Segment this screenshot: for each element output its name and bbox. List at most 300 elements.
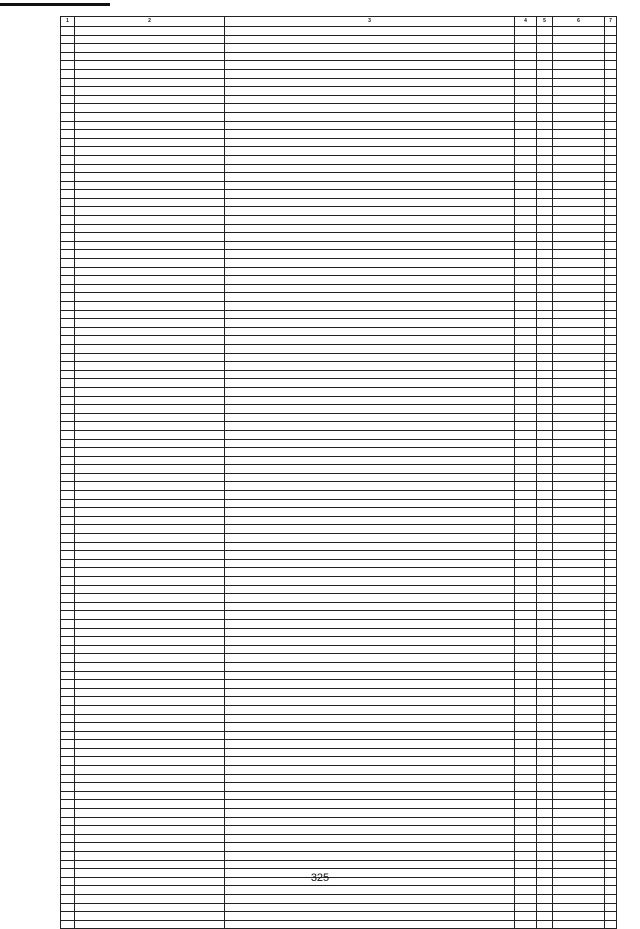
table-row	[61, 774, 617, 783]
table-cell	[553, 121, 605, 130]
table-cell	[537, 370, 553, 379]
table-cell	[515, 465, 537, 474]
table-cell	[61, 499, 75, 508]
header-col-4: 4	[515, 17, 537, 27]
header-col-7: 7	[605, 17, 617, 27]
table-cell	[515, 534, 537, 543]
table-cell	[605, 654, 617, 663]
table-cell	[75, 267, 225, 276]
table-cell	[75, 147, 225, 156]
table-cell	[515, 87, 537, 96]
table-cell	[225, 78, 515, 87]
table-cell	[553, 912, 605, 921]
table-cell	[225, 559, 515, 568]
table-cell	[225, 448, 515, 457]
table-cell	[553, 69, 605, 78]
table-cell	[61, 852, 75, 861]
table-cell	[515, 491, 537, 500]
table-cell	[605, 302, 617, 311]
table-cell	[225, 499, 515, 508]
table-cell	[553, 852, 605, 861]
table-cell	[225, 95, 515, 104]
table-cell	[61, 396, 75, 405]
table-cell	[225, 826, 515, 835]
table-cell	[61, 224, 75, 233]
table-cell	[515, 602, 537, 611]
table-cell	[515, 748, 537, 757]
table-cell	[553, 353, 605, 362]
table-cell	[515, 130, 537, 139]
table-cell	[75, 362, 225, 371]
table-cell	[537, 783, 553, 792]
table-cell	[75, 164, 225, 173]
table-cell	[75, 465, 225, 474]
table-cell	[537, 448, 553, 457]
table-cell	[75, 456, 225, 465]
table-cell	[537, 482, 553, 491]
table-cell	[553, 370, 605, 379]
table-cell	[553, 920, 605, 929]
table-cell	[605, 791, 617, 800]
table-cell	[75, 310, 225, 319]
table-cell	[225, 783, 515, 792]
table-cell	[225, 353, 515, 362]
table-cell	[75, 448, 225, 457]
table-row	[61, 654, 617, 663]
table-cell	[515, 27, 537, 36]
table-cell	[515, 379, 537, 388]
table-row	[61, 482, 617, 491]
table-cell	[553, 362, 605, 371]
table-cell	[225, 147, 515, 156]
table-cell	[61, 130, 75, 139]
table-cell	[515, 886, 537, 895]
table-cell	[605, 482, 617, 491]
table-row	[61, 697, 617, 706]
table-cell	[605, 95, 617, 104]
table-cell	[605, 800, 617, 809]
table-cell	[605, 198, 617, 207]
table-cell	[75, 843, 225, 852]
table-cell	[553, 250, 605, 259]
table-cell	[537, 387, 553, 396]
table-row	[61, 267, 617, 276]
table-cell	[553, 336, 605, 345]
table-cell	[225, 516, 515, 525]
table-cell	[61, 310, 75, 319]
table-cell	[515, 121, 537, 130]
table-cell	[225, 319, 515, 328]
table-cell	[515, 585, 537, 594]
table-cell	[225, 568, 515, 577]
table-cell	[605, 619, 617, 628]
table-cell	[225, 224, 515, 233]
table-row	[61, 766, 617, 775]
table-cell	[61, 327, 75, 336]
table-cell	[225, 121, 515, 130]
table-cell	[553, 800, 605, 809]
table-cell	[515, 637, 537, 646]
table-cell	[537, 164, 553, 173]
table-row	[61, 843, 617, 852]
table-cell	[75, 233, 225, 242]
table-row	[61, 542, 617, 551]
table-cell	[75, 920, 225, 929]
table-cell	[61, 783, 75, 792]
table-cell	[605, 370, 617, 379]
table-cell	[537, 413, 553, 422]
table-cell	[605, 705, 617, 714]
table-cell	[605, 422, 617, 431]
table-cell	[553, 430, 605, 439]
table-cell	[225, 748, 515, 757]
table-cell	[61, 688, 75, 697]
table-cell	[553, 61, 605, 70]
table-row	[61, 430, 617, 439]
table-cell	[605, 534, 617, 543]
table-cell	[515, 499, 537, 508]
table-cell	[605, 757, 617, 766]
table-cell	[61, 387, 75, 396]
table-cell	[605, 852, 617, 861]
table-cell	[75, 241, 225, 250]
table-row	[61, 233, 617, 242]
table-cell	[605, 173, 617, 182]
table-cell	[553, 224, 605, 233]
table-cell	[605, 585, 617, 594]
table-cell	[75, 809, 225, 818]
table-cell	[537, 130, 553, 139]
table-cell	[515, 104, 537, 113]
table-cell	[515, 920, 537, 929]
table-cell	[553, 654, 605, 663]
table-cell	[225, 302, 515, 311]
table-cell	[537, 671, 553, 680]
table-cell	[553, 44, 605, 53]
table-cell	[605, 473, 617, 482]
table-cell	[537, 594, 553, 603]
table-row	[61, 379, 617, 388]
table-row	[61, 791, 617, 800]
table-cell	[61, 731, 75, 740]
table-cell	[61, 585, 75, 594]
header-col-5: 5	[537, 17, 553, 27]
table-row	[61, 800, 617, 809]
table-row	[61, 319, 617, 328]
table-cell	[75, 783, 225, 792]
table-row	[61, 104, 617, 113]
table-row	[61, 370, 617, 379]
table-cell	[605, 405, 617, 414]
table-cell	[605, 748, 617, 757]
table-cell	[75, 379, 225, 388]
table-cell	[515, 413, 537, 422]
table-cell	[515, 233, 537, 242]
table-cell	[537, 748, 553, 757]
table-cell	[537, 87, 553, 96]
table-cell	[605, 731, 617, 740]
table-cell	[605, 602, 617, 611]
table-row	[61, 903, 617, 912]
table-cell	[61, 439, 75, 448]
table-cell	[515, 112, 537, 121]
table-cell	[553, 886, 605, 895]
table-cell	[75, 705, 225, 714]
table-cell	[225, 834, 515, 843]
table-cell	[75, 121, 225, 130]
table-row	[61, 302, 617, 311]
table-cell	[605, 387, 617, 396]
table-cell	[537, 259, 553, 268]
table-row	[61, 439, 617, 448]
table-cell	[605, 52, 617, 61]
table-row	[61, 731, 617, 740]
table-cell	[553, 826, 605, 835]
table-cell	[75, 748, 225, 757]
table-cell	[61, 147, 75, 156]
table-cell	[75, 473, 225, 482]
table-cell	[61, 628, 75, 637]
table-cell	[61, 198, 75, 207]
table-cell	[553, 302, 605, 311]
table-cell	[515, 473, 537, 482]
table-cell	[225, 491, 515, 500]
table-cell	[605, 491, 617, 500]
table-cell	[553, 27, 605, 36]
table-cell	[605, 542, 617, 551]
table-cell	[61, 78, 75, 87]
table-cell	[515, 78, 537, 87]
table-cell	[553, 843, 605, 852]
table-cell	[75, 482, 225, 491]
table-cell	[75, 551, 225, 560]
table-cell	[61, 241, 75, 250]
table-cell	[605, 379, 617, 388]
table-cell	[553, 860, 605, 869]
table-cell	[225, 886, 515, 895]
table-cell	[515, 353, 537, 362]
table-row	[61, 826, 617, 835]
table-cell	[605, 783, 617, 792]
table-cell	[225, 216, 515, 225]
table-cell	[537, 542, 553, 551]
table-cell	[605, 903, 617, 912]
table-cell	[605, 826, 617, 835]
table-cell	[537, 731, 553, 740]
table-cell	[537, 740, 553, 749]
table-cell	[61, 516, 75, 525]
table-cell	[61, 448, 75, 457]
table-cell	[605, 809, 617, 818]
table-cell	[605, 353, 617, 362]
table-row	[61, 198, 617, 207]
table-cell	[537, 680, 553, 689]
table-cell	[605, 310, 617, 319]
table-cell	[75, 766, 225, 775]
table-cell	[61, 894, 75, 903]
table-cell	[605, 568, 617, 577]
table-cell	[605, 78, 617, 87]
table-cell	[605, 147, 617, 156]
table-cell	[61, 284, 75, 293]
table-cell	[225, 542, 515, 551]
table-cell	[515, 774, 537, 783]
table-cell	[61, 680, 75, 689]
table-cell	[537, 302, 553, 311]
table-cell	[75, 370, 225, 379]
table-cell	[515, 628, 537, 637]
table-cell	[605, 508, 617, 517]
table-cell	[605, 344, 617, 353]
table-cell	[515, 852, 537, 861]
table-cell	[605, 104, 617, 113]
table-row	[61, 757, 617, 766]
table-cell	[75, 894, 225, 903]
table-cell	[61, 766, 75, 775]
table-cell	[605, 241, 617, 250]
table-cell	[515, 405, 537, 414]
table-row	[61, 860, 617, 869]
table-cell	[75, 542, 225, 551]
table-cell	[75, 534, 225, 543]
table-cell	[225, 740, 515, 749]
table-row	[61, 680, 617, 689]
table-row	[61, 190, 617, 199]
table-row	[61, 637, 617, 646]
table-cell	[605, 233, 617, 242]
table-cell	[61, 611, 75, 620]
table-cell	[537, 757, 553, 766]
table-cell	[537, 697, 553, 706]
table-cell	[61, 233, 75, 242]
table-cell	[553, 87, 605, 96]
table-cell	[61, 534, 75, 543]
table-cell	[553, 78, 605, 87]
table-cell	[537, 112, 553, 121]
table-cell	[61, 181, 75, 190]
table-row	[61, 78, 617, 87]
table-row	[61, 834, 617, 843]
table-row	[61, 662, 617, 671]
table-row	[61, 173, 617, 182]
table-cell	[225, 52, 515, 61]
table-cell	[515, 577, 537, 586]
table-row	[61, 155, 617, 164]
table-cell	[225, 155, 515, 164]
table-row	[61, 293, 617, 302]
table-cell	[61, 173, 75, 182]
table-cell	[537, 912, 553, 921]
table-cell	[225, 456, 515, 465]
table-cell	[537, 826, 553, 835]
table-cell	[225, 637, 515, 646]
table-cell	[553, 448, 605, 457]
table-cell	[537, 138, 553, 147]
table-cell	[75, 95, 225, 104]
table-cell	[553, 714, 605, 723]
table-cell	[537, 44, 553, 53]
table-cell	[75, 817, 225, 826]
table-cell	[225, 173, 515, 182]
table-cell	[605, 680, 617, 689]
table-cell	[553, 181, 605, 190]
table-cell	[605, 439, 617, 448]
table-cell	[537, 714, 553, 723]
table-cell	[515, 826, 537, 835]
table-cell	[75, 645, 225, 654]
table-cell	[225, 344, 515, 353]
table-cell	[605, 697, 617, 706]
table-cell	[553, 662, 605, 671]
table-row	[61, 594, 617, 603]
table-cell	[225, 482, 515, 491]
table-cell	[225, 525, 515, 534]
table-cell	[537, 843, 553, 852]
table-cell	[225, 430, 515, 439]
table-cell	[537, 224, 553, 233]
table-row	[61, 645, 617, 654]
table-cell	[225, 241, 515, 250]
table-cell	[537, 310, 553, 319]
table-cell	[61, 259, 75, 268]
table-cell	[515, 35, 537, 44]
table-cell	[605, 164, 617, 173]
table-row	[61, 413, 617, 422]
table-cell	[537, 35, 553, 44]
table-cell	[75, 774, 225, 783]
table-cell	[61, 69, 75, 78]
table-cell	[75, 250, 225, 259]
table-cell	[537, 147, 553, 156]
table-cell	[515, 69, 537, 78]
table-cell	[61, 542, 75, 551]
table-cell	[553, 516, 605, 525]
table-row	[61, 585, 617, 594]
table-cell	[515, 336, 537, 345]
table-cell	[553, 259, 605, 268]
table-cell	[537, 568, 553, 577]
table-cell	[605, 551, 617, 560]
table-cell	[75, 190, 225, 199]
table-cell	[515, 216, 537, 225]
table-cell	[225, 697, 515, 706]
table-cell	[537, 344, 553, 353]
table-cell	[75, 69, 225, 78]
table-cell	[553, 817, 605, 826]
table-row	[61, 491, 617, 500]
table-cell	[61, 473, 75, 482]
table-cell	[61, 602, 75, 611]
table-row	[61, 284, 617, 293]
table-cell	[553, 379, 605, 388]
table-cell	[605, 766, 617, 775]
table-cell	[553, 542, 605, 551]
table-cell	[75, 207, 225, 216]
table-cell	[553, 482, 605, 491]
table-cell	[537, 774, 553, 783]
table-row	[61, 817, 617, 826]
table-row	[61, 628, 617, 637]
table-cell	[225, 705, 515, 714]
table-cell	[553, 894, 605, 903]
table-cell	[605, 912, 617, 921]
table-cell	[225, 903, 515, 912]
table-cell	[537, 121, 553, 130]
table-cell	[537, 353, 553, 362]
table-cell	[537, 336, 553, 345]
table-cell	[553, 456, 605, 465]
table-cell	[225, 791, 515, 800]
